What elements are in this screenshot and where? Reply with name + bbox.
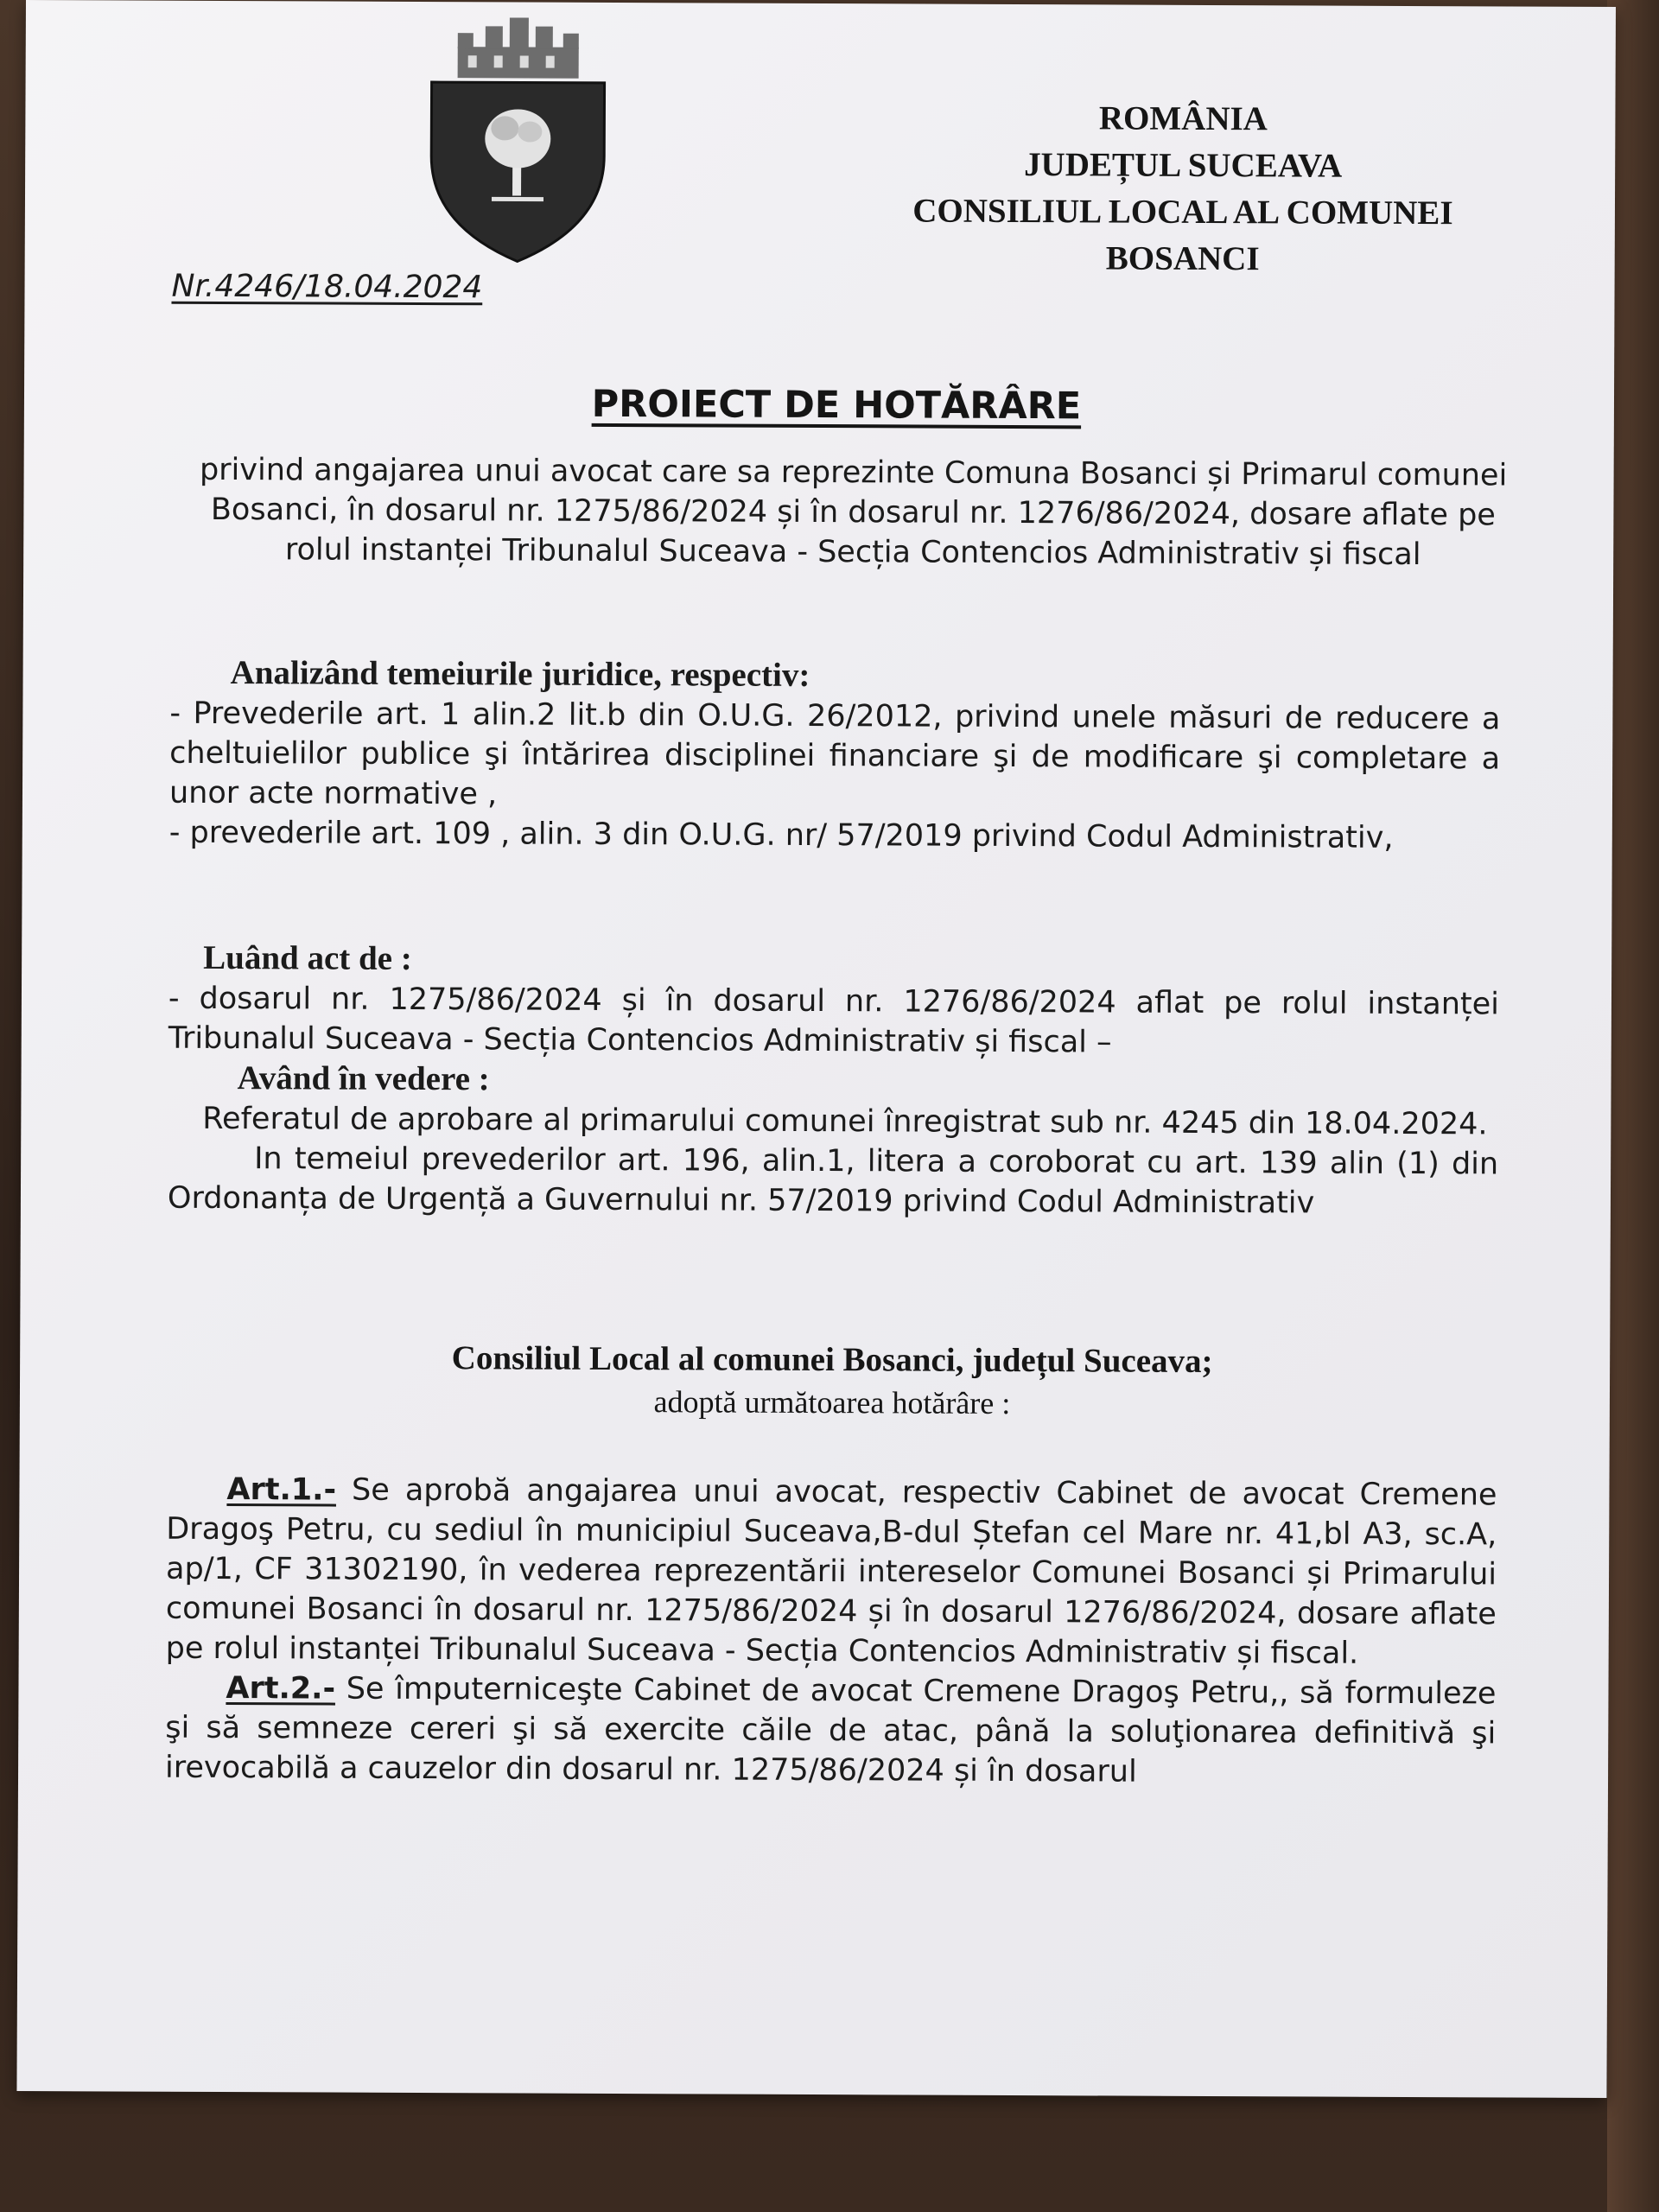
council-name: Consiliul Local al comunei Bosanci, județul Suceava; <box>451 1339 1213 1381</box>
header-council-line1: CONSILIUL LOCAL AL COMUNEI <box>912 192 1453 232</box>
noting-section <box>168 938 1499 1224</box>
registration-number: Nr.4246/18.04.2024 <box>171 268 483 306</box>
document-title: PROIECT DE HOTĂRÂRE <box>591 382 1082 429</box>
noting-item-1: - dosarul nr. 1275/86/2024 și în dosarul nr. 1276/86/2024 aflat pe rolul instanței Tribunalul Suceava - Secția Contencios Administrativ și fiscal – <box>168 981 1500 1060</box>
coat-of-arms-icon <box>423 17 613 264</box>
noting-heading: Luând act de : <box>203 938 412 977</box>
considering-report: Referatul de aprobare al primarului comunei înregistrat sub nr. 4245 din 18.04.2024. <box>202 1101 1488 1142</box>
header-county: JUDEȚUL SUCEAVA <box>1024 146 1343 185</box>
considering-heading: Având în vedere : <box>237 1059 490 1098</box>
document-subject: privind angajarea unui avocat care sa reprezinte Comuna Bosanci și Primarul comunei Bosanci, în dosarul nr. 1275/86/2024 și în dosarul nr. 1276/86/2024, dosare aflate pe rolul instanței Tribunalul Suceava - Secția Contencios Administrativ și fiscal <box>199 452 1508 573</box>
analyzing-item-1: - Prevederile art. 1 alin.2 lit.b din O.U.G. 26/2012, privind unele măsuri de reducere a cheltuielilor publice şi întărirea disciplinei financiare şi de modificare şi completare a unor acte normative , <box>168 696 1501 812</box>
article-1-label: Art.1.- <box>226 1472 337 1508</box>
analyzing-heading: Analizând temeiurile juridice, respectiv: <box>230 654 810 694</box>
council-adoption <box>20 1335 1644 1427</box>
articles-section <box>165 1470 1497 1794</box>
header-country: ROMÂNIA <box>1098 99 1268 138</box>
institution-header <box>820 94 1547 284</box>
document-page <box>16 0 1616 2098</box>
desk-edge <box>1607 0 1659 2212</box>
analyzing-item-2: - prevederile art. 109 , alin. 3 din O.U.G. nr/ 57/2019 privind Codul Administrativ, <box>168 815 1394 855</box>
article-2-text: Se împuterniceşte Cabinet de avocat Cremene Dragoş Petru,, să formuleze şi să semneze cereri şi să exercite căile de atac, până la soluţionarea definitivă şi irevocabilă a cauzelor din dosarul nr. 1275/86/2024 și în dosarul <box>164 1671 1497 1789</box>
article-1 <box>166 1470 1497 1675</box>
article-2 <box>165 1669 1497 1794</box>
considering-legal-basis: In temeiul prevederilor art. 196, alin.1, litera a coroborat cu art. 139 alin (1) din Ordonanța de Urgență a Guvernului nr. 57/2019 privind Codul Administrativ <box>167 1141 1499 1221</box>
legal-basis-section <box>169 653 1501 859</box>
header-council-line2: BOSANCI <box>1105 239 1260 278</box>
article-2-label: Art.2.- <box>226 1671 336 1707</box>
council-adopts: adoptă următoarea hotărâre : <box>653 1384 1011 1421</box>
article-1-text: Se aprobă angajarea unui avocat, respectiv Cabinet de avocat Cremene Dragoş Petru, cu sediul în municipiul Suceava,B-dul Ștefan cel Mare nr. 41,bl A3, sc.A, ap/1, CF 31302190, în vederea reprezentării intereselor Comunei Bosanci și Primarului comunei Bosanci în dosarul nr. 1275/86/2024 și în dosarul 1276/86/2024, dosare aflate pe rolul instanței Tribunalul Suceava - Secția Contencios Administrativ și fiscal. <box>165 1472 1497 1671</box>
